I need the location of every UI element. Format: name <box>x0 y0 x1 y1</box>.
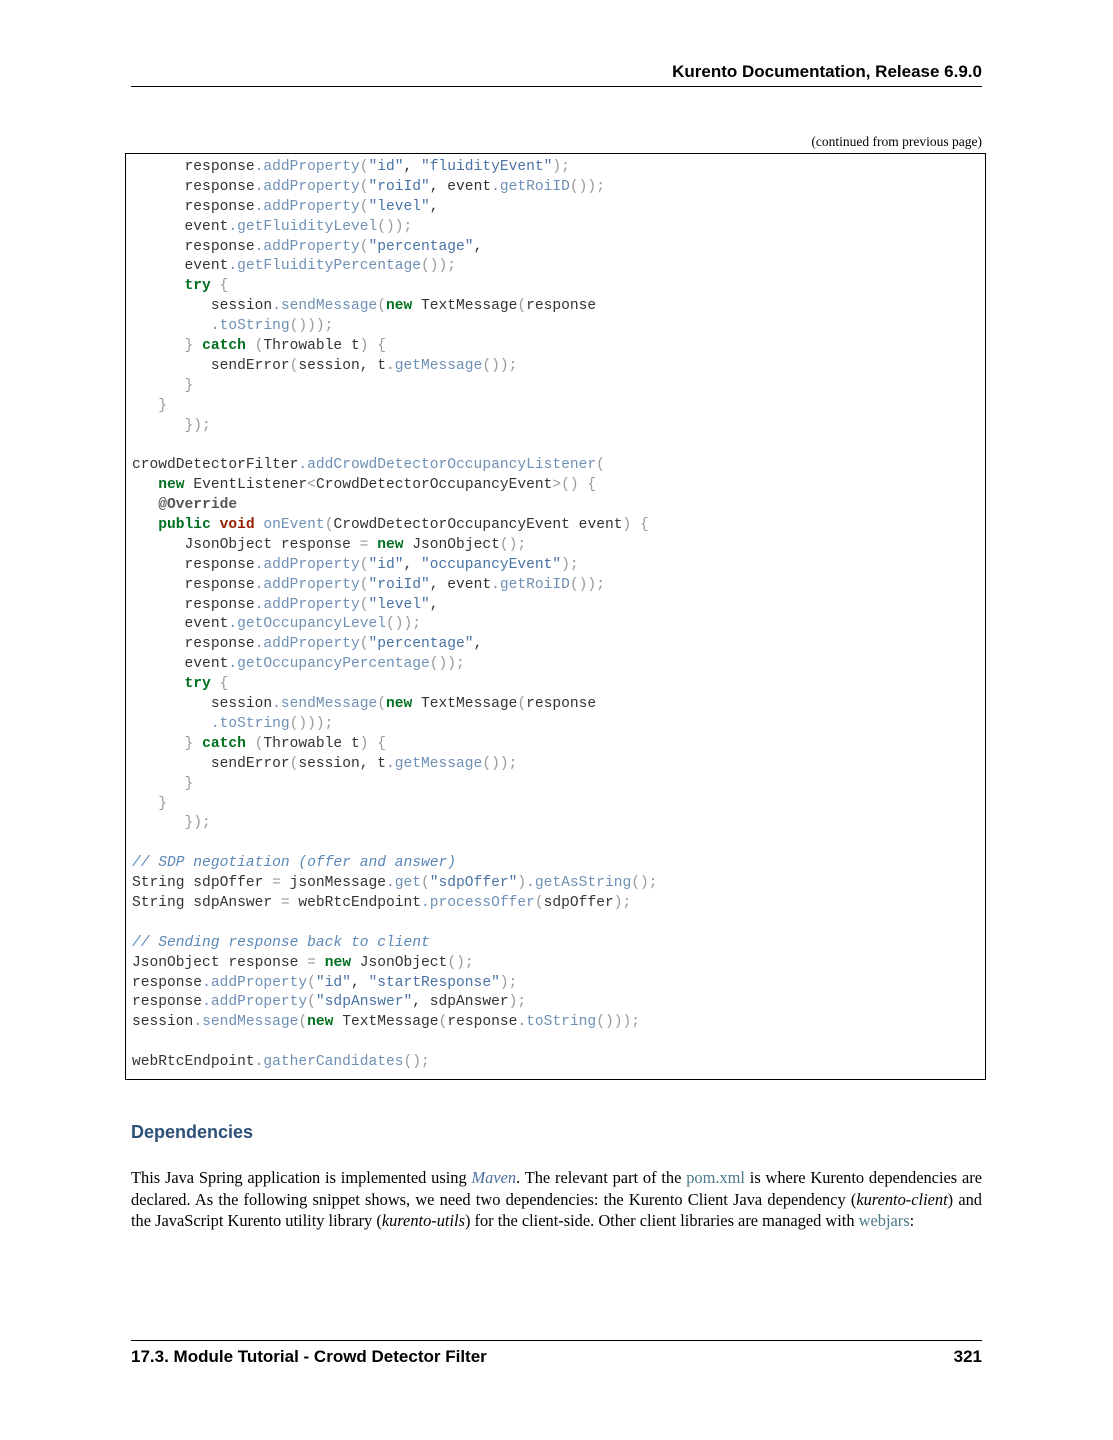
code-token: ()); <box>421 258 457 275</box>
code-token: session, t <box>298 357 386 374</box>
code-token: .getRoiID <box>491 178 570 195</box>
code-token: response <box>526 298 597 315</box>
code-token: TextMessage <box>412 298 518 315</box>
code-token: ( <box>245 338 264 355</box>
code-token <box>132 517 158 533</box>
code-token: ); <box>552 159 570 175</box>
code-token: response <box>526 696 597 713</box>
code-token: "id" <box>368 556 404 573</box>
code-line <box>132 556 658 576</box>
code-token: .addProperty <box>254 198 360 215</box>
code-token: sdpOffer <box>543 894 614 911</box>
code-token: (); <box>447 954 474 971</box>
code-token: response <box>132 178 255 195</box>
code-token: ( <box>359 556 369 573</box>
code-token: .get <box>385 875 422 892</box>
code-token: .toString <box>517 1014 597 1031</box>
code-line <box>132 874 658 894</box>
code-block <box>125 153 986 1080</box>
code-token: ( <box>377 696 386 713</box>
code-token <box>132 676 185 692</box>
paragraph-text: ) and the JavaScript Kurento utility library ( <box>131 1189 982 1231</box>
code-token: webRtcEndpoint <box>289 894 422 911</box>
code-token: ) { <box>622 517 649 534</box>
code-token: onEvent <box>263 517 325 534</box>
code-token: new <box>307 1014 334 1031</box>
code-token: { <box>210 278 229 295</box>
code-line <box>132 536 658 556</box>
code-line <box>132 218 658 238</box>
emphasized-term: kurento-utils <box>381 1211 465 1231</box>
code-token: , <box>429 596 439 613</box>
code-line <box>132 476 658 496</box>
code-token <box>132 497 158 513</box>
code-line <box>132 934 658 954</box>
code-token: .getFluidityLevel <box>228 218 378 235</box>
code-token: .addProperty <box>202 994 308 1011</box>
code-token: }); <box>132 815 211 832</box>
code-token: public <box>158 517 211 534</box>
code-token: CrowdDetectorOccupancyEvent <box>315 477 553 494</box>
code-token: "level" <box>368 198 430 215</box>
code-token: ); <box>613 894 632 911</box>
code-token: new <box>385 298 413 315</box>
code-line <box>132 576 658 596</box>
code-line <box>132 158 658 178</box>
code-token: .getMessage <box>385 755 483 772</box>
code-token: "sdpOffer" <box>429 875 518 892</box>
code-line <box>132 675 658 695</box>
code-token: event <box>132 656 229 673</box>
code-line <box>132 1013 658 1033</box>
code-line <box>132 974 658 994</box>
code-token: ) { <box>359 338 386 355</box>
code-line <box>132 894 658 914</box>
code-token: } <box>132 377 194 394</box>
code-token: new <box>385 696 413 713</box>
code-token: (); <box>403 1054 430 1071</box>
code-token: , sdpAnswer <box>412 994 509 1011</box>
code-token: "sdpAnswer" <box>315 994 413 1011</box>
code-token: Throwable t <box>263 338 360 355</box>
code-token: session <box>132 298 273 315</box>
code-token: ); <box>561 556 579 573</box>
code-token: try <box>184 278 211 295</box>
code-token: ( <box>245 735 264 752</box>
code-token: (); <box>499 536 527 553</box>
code-token: .addProperty <box>254 636 360 653</box>
code-token: "level" <box>368 596 430 613</box>
code-token <box>132 278 185 294</box>
code-line <box>132 814 658 834</box>
code-token: ())); <box>289 318 334 335</box>
code-token: ( <box>517 696 527 713</box>
code-token: ()); <box>569 178 605 195</box>
code-token: ( <box>438 1014 448 1031</box>
code-token: >() { <box>552 477 597 494</box>
code-token: ()); <box>429 656 465 673</box>
code-token: response <box>132 994 203 1011</box>
code-token: "startResponse" <box>368 974 500 991</box>
page-number: 321 <box>953 1347 982 1366</box>
code-token: = <box>272 875 281 892</box>
code-token: new <box>377 536 404 553</box>
code-token: new <box>324 954 351 971</box>
code-line <box>132 1033 658 1053</box>
code-token: ( <box>359 178 369 195</box>
code-token: ( <box>359 198 369 215</box>
code-line <box>132 456 658 476</box>
code-line <box>132 1053 658 1073</box>
code-token: .addProperty <box>254 159 360 175</box>
code-token: "id" <box>368 159 404 175</box>
code-token: } <box>132 735 203 752</box>
code-token: JsonObject <box>403 536 500 553</box>
code-token: ( <box>359 636 369 653</box>
code-token: String sdpAnswer <box>132 894 281 911</box>
code-token: JsonObject <box>350 954 448 971</box>
code-line <box>132 954 658 974</box>
code-token: { <box>210 676 229 693</box>
paragraph-text: : <box>909 1211 915 1231</box>
code-token: = <box>307 954 316 971</box>
code-token: , <box>473 238 483 255</box>
code-token: ()); <box>385 616 422 633</box>
running-header-title: Kurento Documentation, Release 6.9.0 <box>672 62 982 81</box>
code-token: jsonMessage <box>280 875 386 892</box>
code-token: crowdDetectorFilter <box>132 457 299 474</box>
section-heading: Dependencies <box>131 1122 254 1142</box>
footer-rule <box>131 1340 982 1341</box>
code-token: sendError <box>132 357 290 374</box>
code-token: new <box>158 477 185 494</box>
code-token: String sdpOffer <box>132 875 273 892</box>
code-token: , <box>350 974 369 991</box>
code-line <box>132 615 658 635</box>
code-line <box>132 914 658 934</box>
code-token: , <box>473 636 483 653</box>
code-token: response <box>447 1014 518 1031</box>
code-token: .sendMessage <box>272 298 378 315</box>
code-token: .getOccupancyPercentage <box>228 656 430 673</box>
code-line <box>132 655 658 675</box>
code-token: ); <box>499 974 518 991</box>
code-token: response <box>132 576 255 593</box>
code-line <box>132 198 658 218</box>
code-token: , <box>403 159 422 175</box>
code-token: ( <box>596 457 605 474</box>
code-line <box>132 596 658 616</box>
code-token: ()); <box>482 755 518 772</box>
code-token: response <box>132 198 255 215</box>
code-token: .getOccupancyLevel <box>228 616 386 633</box>
code-token: ( <box>307 994 316 1011</box>
code-token: .addProperty <box>254 596 360 613</box>
code-token: .getFluidityPercentage <box>228 258 422 275</box>
code-token: "roiId" <box>368 576 430 593</box>
code-token: , <box>429 198 439 215</box>
code-line <box>132 755 658 775</box>
code-token: }); <box>132 417 211 434</box>
code-token: , event <box>429 576 492 593</box>
code-token <box>132 477 158 493</box>
code-token: ()); <box>482 357 518 374</box>
code-token: .addProperty <box>254 576 360 593</box>
inline-link-maven[interactable]: Maven <box>471 1168 517 1187</box>
code-token <box>132 716 211 732</box>
code-token: } <box>132 795 168 812</box>
code-token: response <box>132 556 255 573</box>
code-token: ( <box>359 159 369 175</box>
code-line <box>132 436 658 456</box>
footer-section-title: 17.3. Module Tutorial - Crowd Detector Filter <box>131 1347 487 1366</box>
code-line <box>132 417 658 437</box>
paragraph-text: . The relevant part of the <box>516 1168 687 1187</box>
code-token: = <box>280 894 290 911</box>
emphasized-term: kurento-client <box>856 1189 948 1209</box>
code-token: , event <box>429 178 492 195</box>
code-token: event <box>132 218 229 235</box>
code-token: TextMessage <box>412 696 518 713</box>
code-line <box>132 178 658 198</box>
code-token: .sendMessage <box>193 1014 299 1031</box>
paragraph-text: This Java Spring application is implemented using <box>131 1168 472 1187</box>
code-token: (); <box>631 875 658 892</box>
paragraph-text: is where Kurento dependencies are declared. As the following snippet shows, we need two dependencies: the Kurento Client Java dependency ( <box>131 1168 982 1209</box>
code-line <box>132 317 658 337</box>
code-token: ) <box>517 875 527 892</box>
code-line <box>132 715 658 735</box>
code-token: ())); <box>289 715 334 732</box>
code-token: } <box>132 338 203 355</box>
code-line <box>132 516 658 536</box>
code-token: try <box>184 676 211 693</box>
code-token: "id" <box>315 974 351 991</box>
code-token: "fluidityEvent" <box>421 159 553 175</box>
header-rule <box>131 86 982 87</box>
code-token: .gatherCandidates <box>254 1054 404 1071</box>
inline-link-pom-xml[interactable]: pom.xml <box>686 1168 745 1187</box>
code-token: "percentage" <box>368 238 474 255</box>
code-token: "percentage" <box>368 636 474 653</box>
code-token: ( <box>359 576 369 593</box>
code-token: .addProperty <box>254 556 360 573</box>
code-token: webRtcEndpoint <box>132 1054 255 1071</box>
code-line <box>132 834 658 854</box>
code-line <box>132 257 658 277</box>
code-token: // Sending response back to client <box>132 934 430 951</box>
code-line <box>132 496 658 516</box>
code-token: session <box>132 696 273 713</box>
code-token: response <box>132 238 255 255</box>
code-token: "roiId" <box>368 178 430 195</box>
code-line <box>132 357 658 377</box>
code-token: .toString <box>210 318 290 335</box>
code-token: ()); <box>377 218 413 235</box>
code-token: .addCrowdDetectorOccupancyListener <box>298 457 597 474</box>
code-token: ())); <box>596 1014 640 1031</box>
code-token: CrowdDetectorOccupancyEvent event <box>333 517 623 534</box>
code-token: .getAsString <box>526 875 632 892</box>
code-token: @Override <box>158 497 238 514</box>
code-token: session <box>132 1014 194 1031</box>
code-line <box>132 238 658 258</box>
code-token: event <box>132 616 229 633</box>
code-token: catch <box>202 338 246 355</box>
code-line <box>132 277 658 297</box>
code-token: ( <box>359 238 369 255</box>
code-line <box>132 735 658 755</box>
code-token: ) { <box>359 735 386 752</box>
code-token: JsonObject response <box>132 954 308 971</box>
code-token: ( <box>421 875 430 892</box>
continued-note: (continued from previous page) <box>811 134 982 149</box>
code-token: ( <box>298 1014 308 1031</box>
code-token <box>132 318 211 334</box>
code-token: .sendMessage <box>272 696 378 713</box>
code-token: < <box>307 477 316 494</box>
code-token: ( <box>534 894 544 911</box>
code-token: ( <box>359 596 369 613</box>
code-token: response <box>132 159 255 175</box>
code-token: , <box>403 556 422 573</box>
code-token: = <box>359 536 369 553</box>
code-token: } <box>132 397 168 414</box>
code-token: } <box>132 775 194 792</box>
code-token: ( <box>289 357 299 374</box>
code-line <box>132 397 658 417</box>
code-token: void <box>219 517 255 534</box>
code-listing <box>132 158 658 1073</box>
code-token: JsonObject response <box>132 536 360 553</box>
code-token: sendError <box>132 755 290 772</box>
code-token: .addProperty <box>254 178 360 195</box>
code-token: TextMessage <box>333 1014 439 1031</box>
code-token: ( <box>289 755 299 772</box>
code-token <box>368 537 377 553</box>
code-token <box>316 955 325 971</box>
code-token: ()); <box>569 576 605 593</box>
code-token: ( <box>517 298 527 315</box>
code-line <box>132 795 658 815</box>
body-paragraph <box>131 1167 982 1232</box>
code-token: // SDP negotiation (offer and answer) <box>132 855 457 872</box>
code-token <box>211 517 220 533</box>
code-token: .addProperty <box>202 974 308 991</box>
code-line <box>132 775 658 795</box>
code-line <box>132 337 658 357</box>
code-token: ); <box>508 994 527 1011</box>
code-line <box>132 695 658 715</box>
code-line <box>132 297 658 317</box>
code-token: session, t <box>298 755 386 772</box>
code-token: EventListener <box>184 477 308 494</box>
code-line <box>132 635 658 655</box>
code-line <box>132 377 658 397</box>
code-token: catch <box>202 735 246 752</box>
code-token: ( <box>377 298 386 315</box>
code-token: .toString <box>210 715 290 732</box>
code-token: .processOffer <box>421 894 535 911</box>
code-token: response <box>132 596 255 613</box>
code-token: ( <box>307 974 316 991</box>
code-token: .addProperty <box>254 238 360 255</box>
code-token: .getMessage <box>385 357 483 374</box>
code-line <box>132 854 658 874</box>
code-token: Throwable t <box>263 735 360 752</box>
code-token: response <box>132 636 255 653</box>
inline-link-webjars[interactable]: webjars <box>858 1211 910 1231</box>
code-token: "occupancyEvent" <box>421 556 562 573</box>
code-token: response <box>132 974 203 991</box>
code-line <box>132 993 658 1013</box>
code-token: event <box>132 258 229 275</box>
code-token: .getRoiID <box>491 576 570 593</box>
paragraph-text: ) for the client-side. Other client libraries are managed with <box>464 1211 859 1231</box>
code-token: ( <box>324 517 334 534</box>
